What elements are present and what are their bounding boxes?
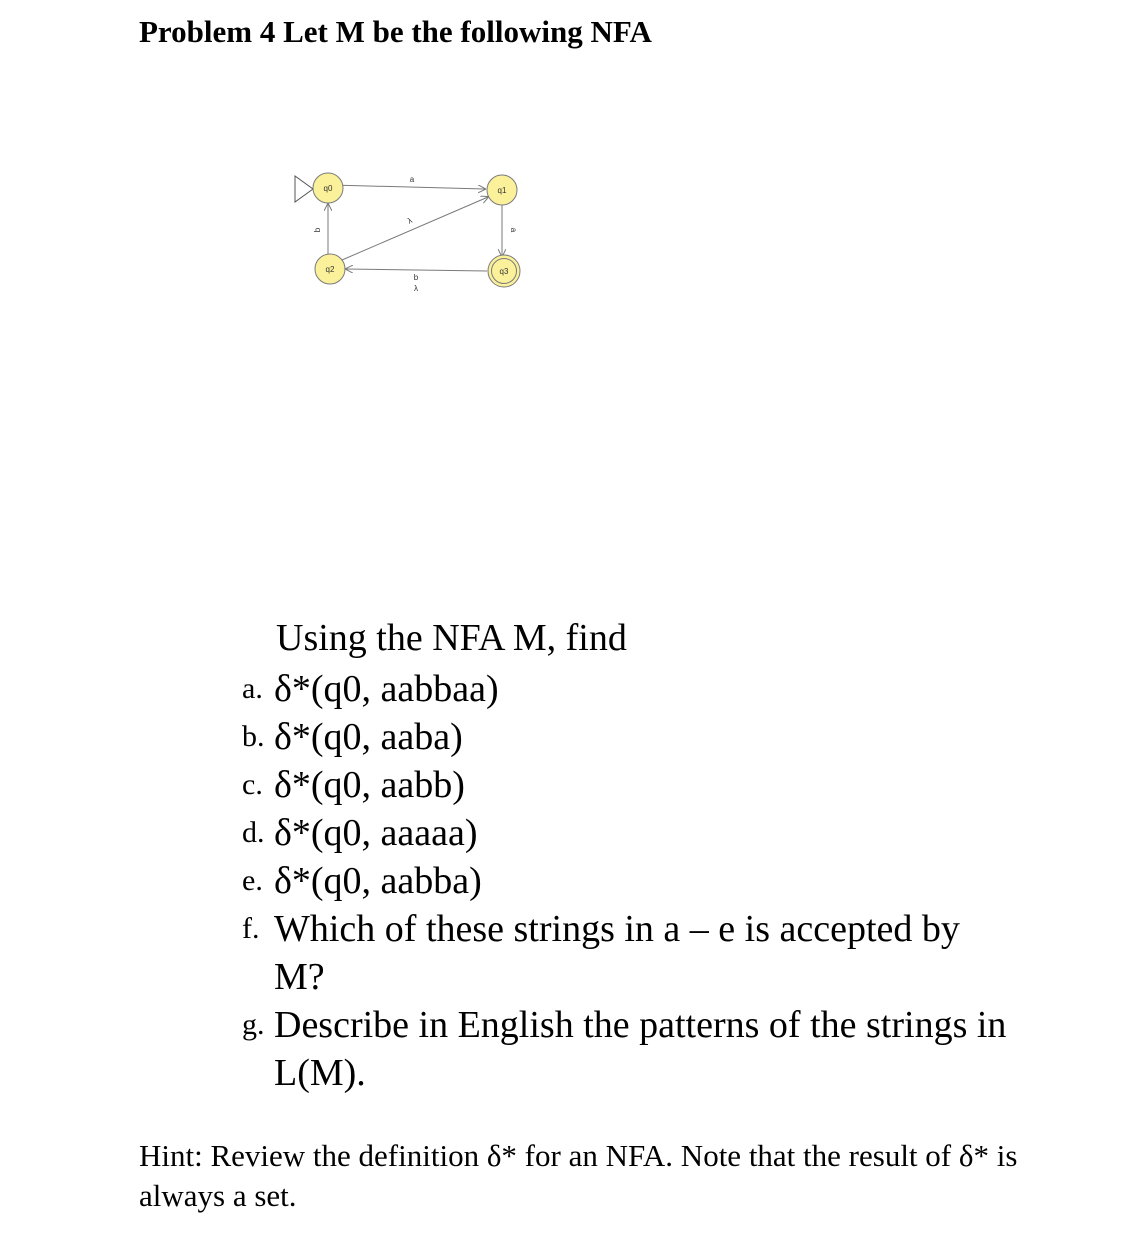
state-q1: [487, 175, 517, 205]
edge-label-q3-q2-lambda: λ: [414, 284, 418, 293]
edge-q3-q2: [346, 269, 487, 271]
problem-title: Problem 4 Let M be the following NFA: [139, 14, 652, 49]
edge-label-q0-q1: a: [409, 175, 415, 184]
nfa-diagram: [280, 160, 540, 300]
state-q1-label: q1: [497, 186, 507, 195]
nfa-diagram-svg: [280, 160, 540, 300]
question-text: δ*(q0, aaaaa): [274, 812, 478, 854]
state-q0: [313, 173, 343, 203]
question-letter: f.: [242, 912, 260, 945]
edge-q2-q1: [342, 197, 488, 260]
question-letter: e.: [242, 864, 263, 897]
edge-q0-q1: [331, 185, 485, 189]
question-text: Which of these strings in a – e is accepted by M?: [274, 908, 960, 998]
state-q2-label: q2: [325, 265, 335, 274]
question-text: Describe in English the patterns of the strings in L(M).: [274, 1004, 1007, 1094]
question-letter: g.: [242, 1008, 265, 1041]
questions-intro: Using the NFA M, find: [276, 617, 627, 659]
question-text: δ*(q0, aaba): [274, 716, 463, 758]
list-item: [242, 1001, 1014, 1097]
list-item: [242, 665, 1014, 713]
initial-state-arrow: [295, 176, 313, 202]
question-letter: d.: [242, 816, 265, 849]
list-item: [242, 809, 1014, 857]
question-text: δ*(q0, aabb): [274, 764, 465, 806]
question-letter: b.: [242, 720, 265, 753]
edge-label-q1-q3: a: [509, 227, 518, 233]
list-item: [242, 761, 1014, 809]
edge-label-q3-q2-b: b: [413, 273, 419, 282]
question-list: [242, 665, 1014, 1097]
state-q0-label: q0: [323, 184, 333, 193]
state-q3-final: [488, 255, 520, 287]
state-q3-label: q3: [499, 267, 509, 276]
list-item: [242, 905, 1014, 1001]
list-item: [242, 713, 1014, 761]
edge-label-q2-q1: λ: [406, 215, 414, 226]
edge-label-q2-q0: b: [313, 227, 322, 233]
state-q2: [315, 254, 345, 284]
hint-text: Hint: Review the definition δ* for an NFA. Note that the result of δ* is always a set.: [139, 1138, 1018, 1213]
question-text: δ*(q0, aabbaa): [274, 668, 499, 710]
list-item: [242, 857, 1014, 905]
question-text: δ*(q0, aabba): [274, 860, 482, 902]
question-letter: c.: [242, 768, 263, 801]
question-letter: a.: [242, 672, 263, 705]
